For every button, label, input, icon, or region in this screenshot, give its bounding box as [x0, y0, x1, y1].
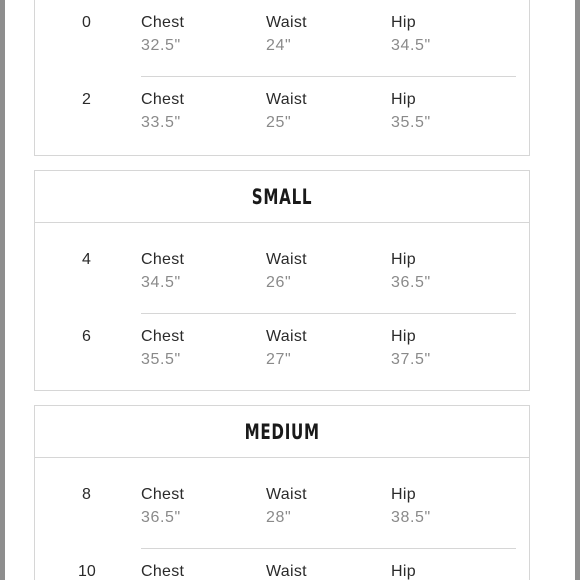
waist-label: Waist — [266, 486, 307, 503]
chest-measure — [141, 14, 184, 55]
size-number: 2 — [82, 91, 91, 108]
waist-value: 26" — [266, 274, 292, 291]
chest-label: Chest — [141, 328, 185, 345]
waist-label: Waist — [266, 328, 307, 345]
size-number: 8 — [82, 486, 91, 503]
waist-value: 28" — [266, 509, 292, 526]
size-row — [35, 0, 529, 76]
chest-value: 33.5" — [141, 114, 181, 131]
waist-measure — [266, 486, 307, 527]
size-group-header — [35, 406, 529, 458]
hip-label: Hip — [391, 563, 416, 580]
hip-measure — [391, 486, 431, 527]
chest-measure — [141, 91, 184, 132]
hip-label: Hip — [391, 328, 416, 345]
waist-measure — [266, 563, 307, 580]
waist-value: 24" — [266, 37, 292, 54]
size-group-header — [35, 171, 529, 223]
hip-measure — [391, 328, 431, 369]
size-group-title: SMALL — [251, 184, 313, 209]
chest-value: 32.5" — [141, 37, 181, 54]
size-number: 10 — [78, 563, 96, 580]
chest-value: 36.5" — [141, 509, 181, 526]
size-group-card — [34, 170, 530, 391]
size-number: 6 — [82, 328, 91, 345]
size-group-title: MEDIUM — [244, 419, 320, 444]
waist-measure — [266, 328, 307, 369]
waist-measure — [266, 14, 307, 55]
chest-measure — [141, 251, 184, 292]
chest-measure — [141, 486, 184, 527]
chest-value: 34.5" — [141, 274, 181, 291]
chest-measure — [141, 563, 184, 580]
hip-label: Hip — [391, 14, 416, 31]
waist-value: 27" — [266, 351, 292, 368]
chest-label: Chest — [141, 563, 185, 580]
chest-measure — [141, 328, 184, 369]
size-number: 4 — [82, 251, 91, 268]
chest-label: Chest — [141, 14, 185, 31]
frame-edge-left — [0, 0, 5, 580]
hip-value: 38.5" — [391, 509, 431, 526]
hip-value: 37.5" — [391, 351, 431, 368]
hip-value: 36.5" — [391, 274, 431, 291]
size-group-card — [34, 0, 530, 156]
hip-measure — [391, 251, 431, 292]
hip-label: Hip — [391, 251, 416, 268]
waist-measure — [266, 251, 307, 292]
chest-label: Chest — [141, 91, 185, 108]
hip-measure — [391, 14, 431, 55]
waist-label: Waist — [266, 91, 307, 108]
frame-edge-right — [575, 0, 580, 580]
size-row — [35, 313, 529, 390]
waist-label: Waist — [266, 251, 307, 268]
hip-value: 35.5" — [391, 114, 431, 131]
waist-measure — [266, 91, 307, 132]
waist-value: 25" — [266, 114, 292, 131]
chest-value: 35.5" — [141, 351, 181, 368]
size-row — [35, 548, 529, 580]
waist-label: Waist — [266, 14, 307, 31]
hip-label: Hip — [391, 91, 416, 108]
hip-measure — [391, 91, 431, 132]
size-row — [35, 236, 529, 313]
size-group-card — [34, 405, 530, 580]
size-row — [35, 471, 529, 548]
chest-label: Chest — [141, 251, 185, 268]
size-row — [35, 76, 529, 153]
waist-label: Waist — [266, 563, 307, 580]
hip-measure — [391, 563, 416, 580]
hip-value: 34.5" — [391, 37, 431, 54]
hip-label: Hip — [391, 486, 416, 503]
chest-label: Chest — [141, 486, 185, 503]
size-number: 0 — [82, 14, 91, 31]
